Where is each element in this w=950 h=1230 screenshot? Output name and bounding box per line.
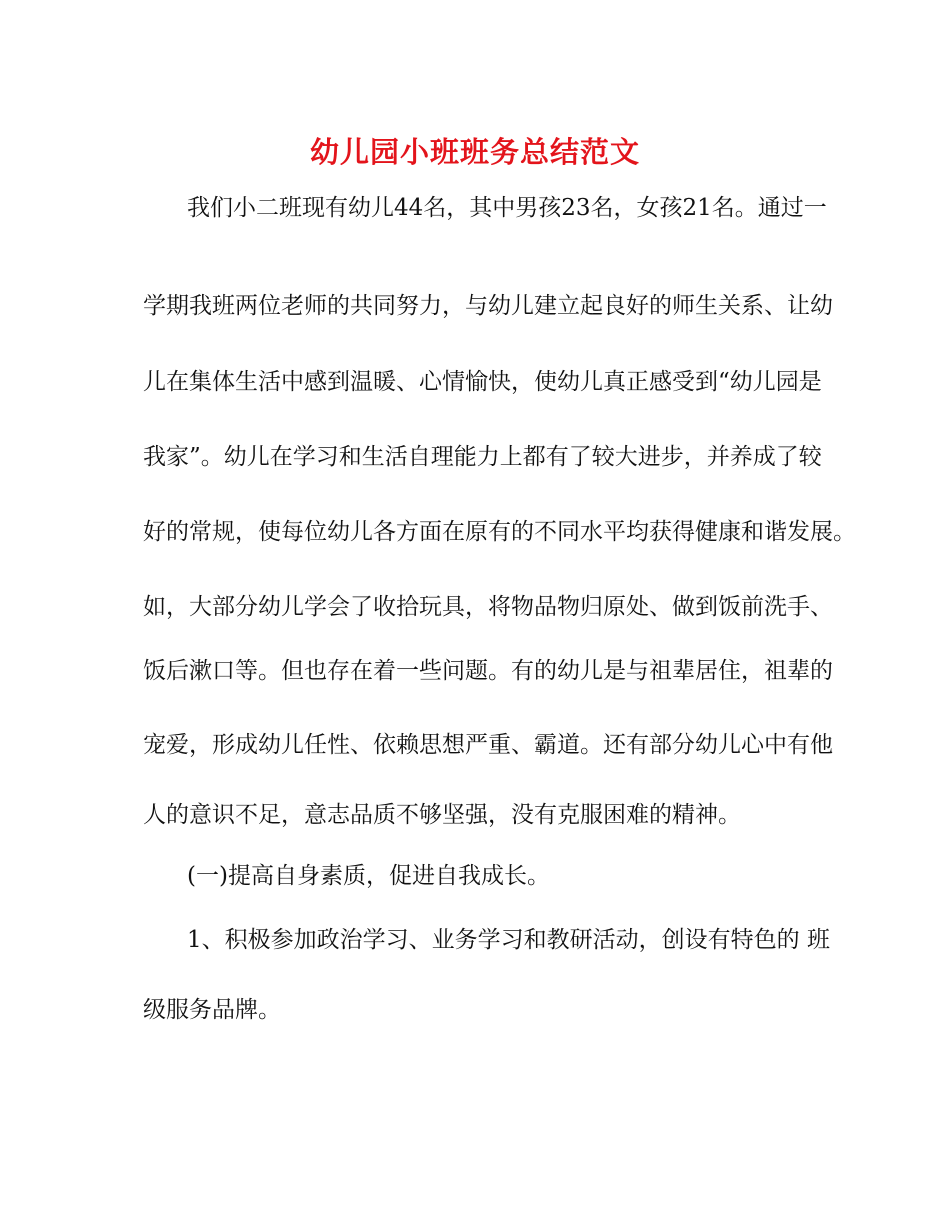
paragraph-line: 学期我班两位老师的共同努力，与幼儿建立起良好的师生关系、让幼	[143, 293, 833, 319]
paragraph-line: 宠爱，形成幼儿任性、依赖思想严重、霸道。还有部分幼儿心中有他	[143, 732, 833, 758]
document-title: 幼儿园小班班务总结范文	[309, 135, 640, 169]
paragraph-line: 人的意识不足，意志品质不够坚强，没有克服困难的精神。	[143, 802, 741, 828]
paragraph-line: 儿在集体生活中感到温暖、心情愉快，使幼儿真正感受到“幼儿园是	[143, 369, 822, 395]
list-item-line: 1、积极参加政治学习、业务学习和教研活动，创设有特色的 班	[187, 927, 830, 953]
paragraph-line: 如，大部分幼儿学会了收拾玩具，将物品物归原处、做到饭前洗手、	[143, 594, 833, 620]
paragraph-line: 我家”。幼儿在学习和生活自理能力上都有了较大进步，并养成了较	[143, 444, 822, 470]
list-item-line: 级服务品牌。	[143, 997, 281, 1023]
paragraph-line: 好的常规，使每位幼儿各方面在原有的不同水平均获得健康和谐发展。	[143, 519, 856, 545]
paragraph-line: 我们小二班现有幼儿44名，其中男孩23名，女孩21名。通过一	[187, 195, 827, 221]
section-heading: (一)提高自身素质，促进自我成长。	[187, 863, 550, 889]
paragraph-line: 饭后漱口等。但也存在着一些问题。有的幼儿是与祖辈居住，祖辈的	[143, 658, 833, 684]
